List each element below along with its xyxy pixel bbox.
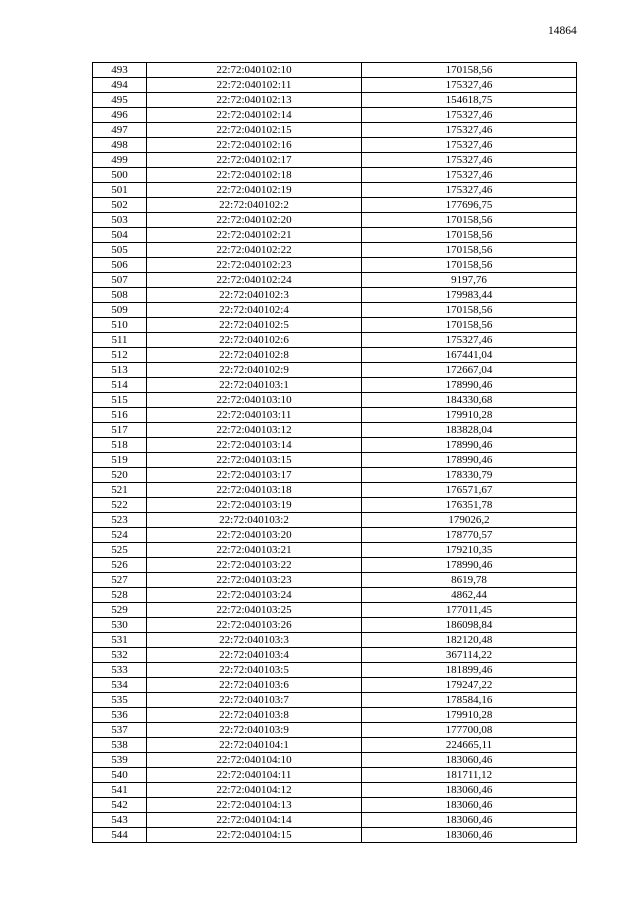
row-number-cell: 532	[93, 648, 147, 663]
value-cell: 170158,56	[362, 243, 577, 258]
cadastral-number-cell: 22:72:040102:8	[147, 348, 362, 363]
row-number-cell: 496	[93, 108, 147, 123]
table-row	[93, 168, 577, 183]
table-row	[93, 708, 577, 723]
cadastral-number-cell: 22:72:040103:12	[147, 423, 362, 438]
row-number-cell: 507	[93, 273, 147, 288]
value-cell: 177011,45	[362, 603, 577, 618]
row-number-cell: 517	[93, 423, 147, 438]
cadastral-number-cell: 22:72:040103:3	[147, 633, 362, 648]
value-cell: 175327,46	[362, 138, 577, 153]
cadastral-number-cell: 22:72:040102:20	[147, 213, 362, 228]
table-row	[93, 378, 577, 393]
row-number-cell: 537	[93, 723, 147, 738]
value-cell: 183060,46	[362, 828, 577, 843]
row-number-cell: 531	[93, 633, 147, 648]
cadastral-number-cell: 22:72:040102:13	[147, 93, 362, 108]
cadastral-number-cell: 22:72:040102:11	[147, 78, 362, 93]
row-number-cell: 499	[93, 153, 147, 168]
value-cell: 224665,11	[362, 738, 577, 753]
value-cell: 175327,46	[362, 153, 577, 168]
row-number-cell: 529	[93, 603, 147, 618]
row-number-cell: 544	[93, 828, 147, 843]
cadastral-number-cell: 22:72:040103:17	[147, 468, 362, 483]
table-row	[93, 468, 577, 483]
row-number-cell: 500	[93, 168, 147, 183]
row-number-cell: 511	[93, 333, 147, 348]
value-cell: 178990,46	[362, 438, 577, 453]
cadastral-number-cell: 22:72:040102:2	[147, 198, 362, 213]
table-row	[93, 453, 577, 468]
value-cell: 179910,28	[362, 708, 577, 723]
value-cell: 176351,78	[362, 498, 577, 513]
value-cell: 186098,84	[362, 618, 577, 633]
value-cell: 179983,44	[362, 288, 577, 303]
table-row	[93, 558, 577, 573]
cadastral-number-cell: 22:72:040103:1	[147, 378, 362, 393]
table-row	[93, 213, 577, 228]
table-row	[93, 828, 577, 843]
value-cell: 167441,04	[362, 348, 577, 363]
row-number-cell: 508	[93, 288, 147, 303]
cadastral-number-cell: 22:72:040103:10	[147, 393, 362, 408]
table-row	[93, 423, 577, 438]
cadastral-number-cell: 22:72:040103:20	[147, 528, 362, 543]
table-row	[93, 78, 577, 93]
row-number-cell: 518	[93, 438, 147, 453]
cadastral-number-cell: 22:72:040103:21	[147, 543, 362, 558]
cadastral-number-cell: 22:72:040102:9	[147, 363, 362, 378]
value-cell: 8619,78	[362, 573, 577, 588]
row-number-cell: 542	[93, 798, 147, 813]
table-row	[93, 258, 577, 273]
table-row	[93, 183, 577, 198]
row-number-cell: 494	[93, 78, 147, 93]
cadastral-number-cell: 22:72:040102:21	[147, 228, 362, 243]
table-row	[93, 318, 577, 333]
value-cell: 367114,22	[362, 648, 577, 663]
cadastral-number-cell: 22:72:040103:25	[147, 603, 362, 618]
row-number-cell: 523	[93, 513, 147, 528]
cadastral-number-cell: 22:72:040103:23	[147, 573, 362, 588]
table-row	[93, 273, 577, 288]
table-row	[93, 723, 577, 738]
cadastral-number-cell: 22:72:040102:16	[147, 138, 362, 153]
table-row	[93, 138, 577, 153]
value-cell: 176571,67	[362, 483, 577, 498]
cadastral-number-cell: 22:72:040103:8	[147, 708, 362, 723]
cadastral-number-cell: 22:72:040104:12	[147, 783, 362, 798]
value-cell: 170158,56	[362, 228, 577, 243]
table-row	[93, 798, 577, 813]
row-number-cell: 533	[93, 663, 147, 678]
table-row	[93, 288, 577, 303]
row-number-cell: 541	[93, 783, 147, 798]
value-cell: 170158,56	[362, 303, 577, 318]
value-cell: 9197,76	[362, 273, 577, 288]
value-cell: 179910,28	[362, 408, 577, 423]
value-cell: 175327,46	[362, 333, 577, 348]
row-number-cell: 539	[93, 753, 147, 768]
row-number-cell: 524	[93, 528, 147, 543]
cadastral-number-cell: 22:72:040103:2	[147, 513, 362, 528]
row-number-cell: 495	[93, 93, 147, 108]
value-cell: 183060,46	[362, 798, 577, 813]
table-row	[93, 678, 577, 693]
table-row	[93, 108, 577, 123]
value-cell: 178770,57	[362, 528, 577, 543]
cadastral-number-cell: 22:72:040102:22	[147, 243, 362, 258]
cadastral-number-cell: 22:72:040103:15	[147, 453, 362, 468]
row-number-cell: 504	[93, 228, 147, 243]
value-cell: 177700,08	[362, 723, 577, 738]
row-number-cell: 520	[93, 468, 147, 483]
cadastral-number-cell: 22:72:040104:1	[147, 738, 362, 753]
value-cell: 170158,56	[362, 63, 577, 78]
cadastral-number-cell: 22:72:040103:26	[147, 618, 362, 633]
cadastral-number-cell: 22:72:040103:24	[147, 588, 362, 603]
row-number-cell: 502	[93, 198, 147, 213]
table-row	[93, 63, 577, 78]
table-row	[93, 243, 577, 258]
row-number-cell: 509	[93, 303, 147, 318]
row-number-cell: 505	[93, 243, 147, 258]
value-cell: 179247,22	[362, 678, 577, 693]
row-number-cell: 527	[93, 573, 147, 588]
cadastral-number-cell: 22:72:040104:10	[147, 753, 362, 768]
table-row	[93, 663, 577, 678]
value-cell: 184330,68	[362, 393, 577, 408]
value-cell: 175327,46	[362, 168, 577, 183]
value-cell: 175327,46	[362, 108, 577, 123]
table-row	[93, 198, 577, 213]
value-cell: 179210,35	[362, 543, 577, 558]
value-cell: 172667,04	[362, 363, 577, 378]
value-cell: 179026,2	[362, 513, 577, 528]
table-row	[93, 768, 577, 783]
cadastral-number-cell: 22:72:040103:19	[147, 498, 362, 513]
value-cell: 175327,46	[362, 123, 577, 138]
value-cell: 181711,12	[362, 768, 577, 783]
row-number-cell: 530	[93, 618, 147, 633]
cadastral-number-cell: 22:72:040103:7	[147, 693, 362, 708]
cadastral-number-cell: 22:72:040102:24	[147, 273, 362, 288]
value-cell: 175327,46	[362, 183, 577, 198]
row-number-cell: 538	[93, 738, 147, 753]
cadastral-number-cell: 22:72:040104:13	[147, 798, 362, 813]
value-cell: 183060,46	[362, 753, 577, 768]
table-row	[93, 603, 577, 618]
value-cell: 178330,79	[362, 468, 577, 483]
cadastral-number-cell: 22:72:040102:3	[147, 288, 362, 303]
row-number-cell: 519	[93, 453, 147, 468]
row-number-cell: 510	[93, 318, 147, 333]
table-row	[93, 228, 577, 243]
table-row	[93, 303, 577, 318]
table-row	[93, 333, 577, 348]
cadastral-number-cell: 22:72:040102:4	[147, 303, 362, 318]
value-cell: 177696,75	[362, 198, 577, 213]
row-number-cell: 534	[93, 678, 147, 693]
cadastral-number-cell: 22:72:040103:11	[147, 408, 362, 423]
table-row	[93, 153, 577, 168]
cadastral-number-cell: 22:72:040102:5	[147, 318, 362, 333]
row-number-cell: 497	[93, 123, 147, 138]
cadastral-number-cell: 22:72:040103:9	[147, 723, 362, 738]
cadastral-number-cell: 22:72:040102:18	[147, 168, 362, 183]
value-cell: 178584,16	[362, 693, 577, 708]
cadastral-number-cell: 22:72:040102:19	[147, 183, 362, 198]
cadastral-number-cell: 22:72:040102:23	[147, 258, 362, 273]
cadastral-number-cell: 22:72:040102:14	[147, 108, 362, 123]
row-number-cell: 521	[93, 483, 147, 498]
table-row	[93, 693, 577, 708]
row-number-cell: 522	[93, 498, 147, 513]
value-cell: 183060,46	[362, 813, 577, 828]
cadastral-number-cell: 22:72:040102:15	[147, 123, 362, 138]
table-row	[93, 543, 577, 558]
table-row	[93, 408, 577, 423]
row-number-cell: 516	[93, 408, 147, 423]
table-row	[93, 528, 577, 543]
cadastral-number-cell: 22:72:040102:6	[147, 333, 362, 348]
cadastral-number-cell: 22:72:040103:6	[147, 678, 362, 693]
cadastral-number-cell: 22:72:040104:14	[147, 813, 362, 828]
table-row	[93, 348, 577, 363]
cadastral-number-cell: 22:72:040104:11	[147, 768, 362, 783]
row-number-cell: 501	[93, 183, 147, 198]
value-cell: 175327,46	[362, 78, 577, 93]
table-row	[93, 738, 577, 753]
row-number-cell: 540	[93, 768, 147, 783]
value-cell: 170158,56	[362, 318, 577, 333]
table-row	[93, 783, 577, 798]
value-cell: 178990,46	[362, 378, 577, 393]
table-row	[93, 498, 577, 513]
row-number-cell: 526	[93, 558, 147, 573]
cadastral-number-cell: 22:72:040103:22	[147, 558, 362, 573]
row-number-cell: 528	[93, 588, 147, 603]
row-number-cell: 512	[93, 348, 147, 363]
cadastral-value-table	[92, 62, 577, 843]
cadastral-number-cell: 22:72:040103:18	[147, 483, 362, 498]
table-row	[93, 588, 577, 603]
row-number-cell: 513	[93, 363, 147, 378]
cadastral-number-cell: 22:72:040103:5	[147, 663, 362, 678]
row-number-cell: 506	[93, 258, 147, 273]
table-row	[93, 813, 577, 828]
table-body	[93, 63, 577, 843]
table-row	[93, 513, 577, 528]
value-cell: 178990,46	[362, 453, 577, 468]
table-row	[93, 363, 577, 378]
cadastral-number-cell: 22:72:040102:17	[147, 153, 362, 168]
row-number-cell: 515	[93, 393, 147, 408]
table-row	[93, 648, 577, 663]
row-number-cell: 514	[93, 378, 147, 393]
page-number: 14864	[548, 25, 577, 37]
cadastral-number-cell: 22:72:040104:15	[147, 828, 362, 843]
table-row	[93, 93, 577, 108]
table-row	[93, 123, 577, 138]
value-cell: 170158,56	[362, 213, 577, 228]
value-cell: 4862,44	[362, 588, 577, 603]
row-number-cell: 493	[93, 63, 147, 78]
value-cell: 182120,48	[362, 633, 577, 648]
row-number-cell: 543	[93, 813, 147, 828]
value-cell: 170158,56	[362, 258, 577, 273]
row-number-cell: 535	[93, 693, 147, 708]
table-row	[93, 618, 577, 633]
cadastral-number-cell: 22:72:040102:10	[147, 63, 362, 78]
table-row	[93, 573, 577, 588]
table-row	[93, 438, 577, 453]
row-number-cell: 536	[93, 708, 147, 723]
value-cell: 154618,75	[362, 93, 577, 108]
table-row	[93, 753, 577, 768]
row-number-cell: 498	[93, 138, 147, 153]
row-number-cell: 503	[93, 213, 147, 228]
row-number-cell: 525	[93, 543, 147, 558]
value-cell: 183060,46	[362, 783, 577, 798]
value-cell: 178990,46	[362, 558, 577, 573]
value-cell: 183828,04	[362, 423, 577, 438]
cadastral-number-cell: 22:72:040103:4	[147, 648, 362, 663]
cadastral-number-cell: 22:72:040103:14	[147, 438, 362, 453]
table-row	[93, 483, 577, 498]
table-row	[93, 633, 577, 648]
value-cell: 181899,46	[362, 663, 577, 678]
table-row	[93, 393, 577, 408]
